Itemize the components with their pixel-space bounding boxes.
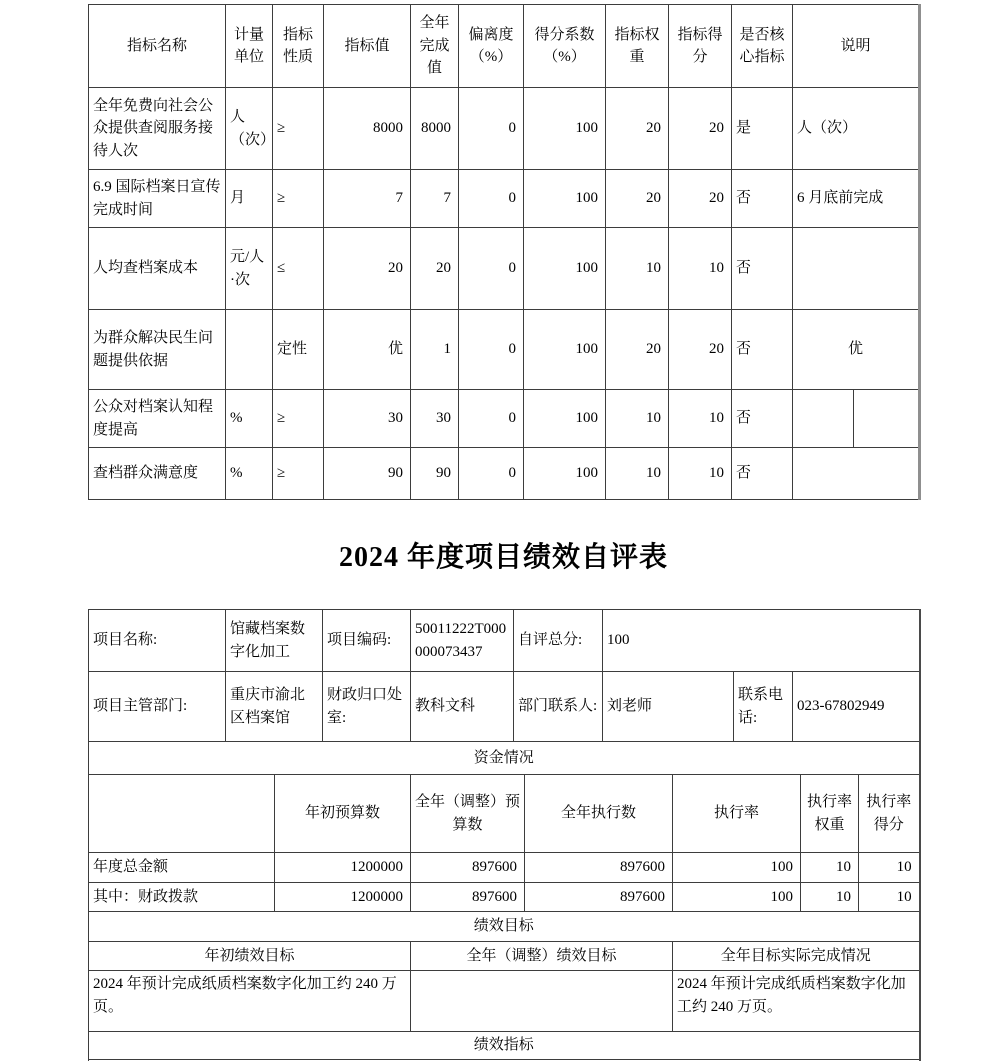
indicator-nature: ≥ — [273, 448, 324, 500]
funding-executed: 897600 — [525, 883, 673, 912]
goal-actual-text: 2024 年预计完成纸质档案数字化加工约 240 万页。 — [673, 971, 920, 1032]
funding-row — [89, 883, 920, 912]
contact-label: 部门联系人: — [514, 672, 603, 742]
indicator-core: 否 — [732, 390, 793, 448]
indicator-nature: ≥ — [273, 170, 324, 228]
office-label: 财政归口处室: — [323, 672, 411, 742]
indicator-score: 20 — [669, 310, 732, 390]
phone-label: 联系电话: — [734, 672, 793, 742]
header-done-value: 全年完成值 — [411, 5, 459, 88]
indicator-row — [89, 170, 920, 228]
self-eval-table — [88, 609, 921, 1061]
indicator-deviation: 0 — [459, 228, 524, 310]
indicator-weight: 20 — [606, 310, 669, 390]
indicator-note — [793, 390, 854, 448]
indicator-score: 10 — [669, 448, 732, 500]
indicator-deviation: 0 — [459, 390, 524, 448]
funding-row-label: 其中：财政拨款 — [89, 883, 275, 912]
indicator-note — [793, 448, 920, 500]
goals-header-actual: 全年目标实际完成情况 — [673, 942, 920, 971]
project-name-label: 项目名称: — [89, 610, 226, 672]
indicator-target: 30 — [324, 390, 411, 448]
indicator-note: 6 月底前完成 — [793, 170, 920, 228]
indicator-weight: 10 — [606, 448, 669, 500]
goal-initial-text: 2024 年预计完成纸质档案数字化加工约 240 万页。 — [89, 971, 411, 1032]
indicator-note — [793, 228, 920, 310]
goals-header-row — [89, 942, 920, 971]
indicator-core: 否 — [732, 310, 793, 390]
indicator-core: 是 — [732, 88, 793, 170]
indicator-unit: 月 — [226, 170, 273, 228]
dept-value: 重庆市渝北区档案馆 — [226, 672, 323, 742]
indicator-coefficient: 100 — [524, 228, 606, 310]
indicator-coefficient: 100 — [524, 310, 606, 390]
indicator-core: 否 — [732, 228, 793, 310]
indicator-core: 否 — [732, 448, 793, 500]
indicator-deviation: 0 — [459, 88, 524, 170]
indicator-note-extra — [854, 390, 920, 448]
indicator-target: 7 — [324, 170, 411, 228]
funding-header-rate: 执行率 — [673, 775, 801, 853]
header-deviation: 偏离度（%） — [459, 5, 524, 88]
funding-rate-weight: 10 — [801, 853, 859, 883]
funding-adjusted: 897600 — [411, 883, 525, 912]
indicator-unit — [226, 310, 273, 390]
indicator-row — [89, 228, 920, 310]
funding-header-initial: 年初预算数 — [275, 775, 411, 853]
self-score-label: 自评总分: — [514, 610, 603, 672]
funding-rate: 100 — [673, 853, 801, 883]
self-score-value: 100 — [603, 610, 920, 672]
header-coefficient: 得分系数（%） — [524, 5, 606, 88]
indicator-unit: 元/人·次 — [226, 228, 273, 310]
indicator-done: 30 — [411, 390, 459, 448]
indicator-unit: % — [226, 390, 273, 448]
indicators-section-title: 绩效指标 — [89, 1032, 920, 1060]
indicators-section-row — [89, 1032, 920, 1060]
project-code-label: 项目编码: — [323, 610, 411, 672]
indicator-unit: % — [226, 448, 273, 500]
contact-value: 刘老师 — [603, 672, 734, 742]
indicator-coefficient: 100 — [524, 170, 606, 228]
indicator-weight: 10 — [606, 228, 669, 310]
office-value: 教科文科 — [411, 672, 514, 742]
goals-header-initial: 年初绩效目标 — [89, 942, 411, 971]
indicator-name: 人均查档案成本 — [89, 228, 226, 310]
funding-adjusted: 897600 — [411, 853, 525, 883]
indicator-core: 否 — [732, 170, 793, 228]
indicator-deviation: 0 — [459, 448, 524, 500]
header-unit: 计量单位 — [226, 5, 273, 88]
header-weight: 指标权重 — [606, 5, 669, 88]
indicator-note: 人（次） — [793, 88, 920, 170]
funding-rate-score: 10 — [859, 883, 920, 912]
funding-header-adjusted: 全年（调整）预算数 — [411, 775, 525, 853]
header-note: 说明 — [793, 5, 920, 88]
indicator-name: 为群众解决民生问题提供依据 — [89, 310, 226, 390]
indicator-row — [89, 88, 920, 170]
dept-label: 项目主管部门: — [89, 672, 226, 742]
indicator-nature: ≤ — [273, 228, 324, 310]
indicator-deviation: 0 — [459, 170, 524, 228]
project-name-value: 馆藏档案数字化加工 — [226, 610, 323, 672]
project-code-value: 50011222T000000073437 — [411, 610, 514, 672]
header-core: 是否核心指标 — [732, 5, 793, 88]
funding-header-executed: 全年执行数 — [525, 775, 673, 853]
indicator-done: 90 — [411, 448, 459, 500]
indicator-score: 20 — [669, 88, 732, 170]
goals-section-title: 绩效目标 — [89, 912, 920, 942]
indicator-coefficient: 100 — [524, 448, 606, 500]
project-dept-row — [89, 672, 920, 742]
goals-header-adjusted: 全年（调整）绩效目标 — [411, 942, 673, 971]
project-name-row — [89, 610, 920, 672]
funding-header-blank — [89, 775, 275, 853]
indicator-score: 10 — [669, 228, 732, 310]
funding-header-rate-score: 执行率得分 — [859, 775, 920, 853]
funding-executed: 897600 — [525, 853, 673, 883]
header-nature: 指标性质 — [273, 5, 324, 88]
funding-section-row — [89, 742, 920, 775]
funding-rate: 100 — [673, 883, 801, 912]
funding-header-row — [89, 775, 920, 853]
indicator-weight: 10 — [606, 390, 669, 448]
indicator-weight: 20 — [606, 170, 669, 228]
indicator-coefficient: 100 — [524, 88, 606, 170]
indicator-name: 查档群众满意度 — [89, 448, 226, 500]
indicator-deviation: 0 — [459, 310, 524, 390]
indicator-weight: 20 — [606, 88, 669, 170]
header-target-value: 指标值 — [324, 5, 411, 88]
indicator-score: 10 — [669, 390, 732, 448]
indicator-name: 公众对档案认知程度提高 — [89, 390, 226, 448]
goals-content-row — [89, 971, 920, 1032]
indicator-done: 20 — [411, 228, 459, 310]
indicator-note: 优 — [793, 310, 920, 390]
header-indicator-name: 指标名称 — [89, 5, 226, 88]
indicator-header-row — [89, 5, 920, 88]
funding-rate-score: 10 — [859, 853, 920, 883]
indicator-target: 20 — [324, 228, 411, 310]
funding-header-rate-weight: 执行率权重 — [801, 775, 859, 853]
indicator-nature: ≥ — [273, 88, 324, 170]
goals-section-row — [89, 912, 920, 942]
goal-adjusted-text — [411, 971, 673, 1032]
funding-initial: 1200000 — [275, 883, 411, 912]
indicator-nature: ≥ — [273, 390, 324, 448]
header-score: 指标得分 — [669, 5, 732, 88]
funding-initial: 1200000 — [275, 853, 411, 883]
indicator-done: 7 — [411, 170, 459, 228]
indicator-target: 90 — [324, 448, 411, 500]
indicator-row — [89, 390, 920, 448]
indicator-nature: 定性 — [273, 310, 324, 390]
indicator-row — [89, 448, 920, 500]
indicator-done: 1 — [411, 310, 459, 390]
funding-rate-weight: 10 — [801, 883, 859, 912]
indicator-target: 8000 — [324, 88, 411, 170]
indicator-score: 20 — [669, 170, 732, 228]
indicator-done: 8000 — [411, 88, 459, 170]
phone-value: 023-67802949 — [793, 672, 920, 742]
indicator-coefficient: 100 — [524, 390, 606, 448]
indicator-name: 6.9 国际档案日宣传完成时间 — [89, 170, 226, 228]
indicator-unit: 人（次） — [226, 88, 273, 170]
funding-row-label: 年度总金额 — [89, 853, 275, 883]
indicator-target: 优 — [324, 310, 411, 390]
funding-row — [89, 853, 920, 883]
funding-section-title: 资金情况 — [89, 742, 920, 775]
indicator-table — [88, 4, 921, 500]
indicator-row — [89, 310, 920, 390]
page-title: 2024 年度项目绩效自评表 — [338, 541, 668, 573]
indicator-name: 全年免费向社会公众提供查阅服务接待人次 — [89, 88, 226, 170]
